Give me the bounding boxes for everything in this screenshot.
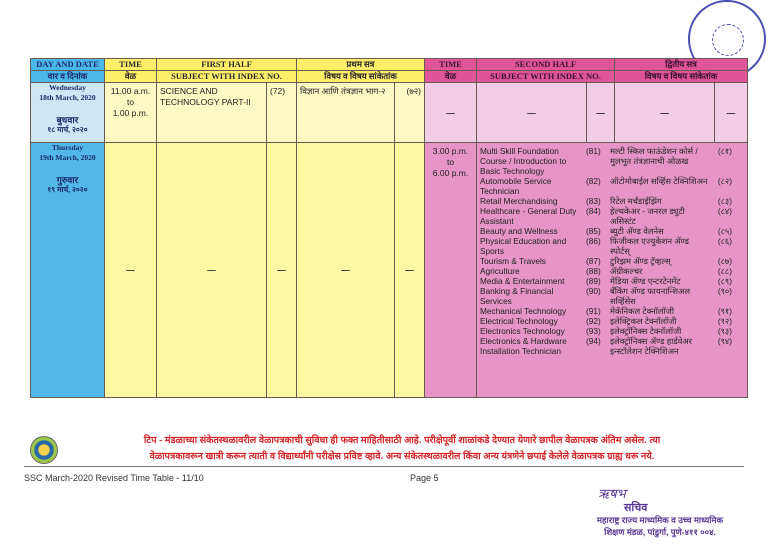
header-subject-en: SUBJECT WITH INDEX NO. — [157, 71, 297, 83]
subject-index: (84) — [586, 206, 601, 216]
subject-mr: मेडिया ॲण्ड एन्टरटेनमेंट — [610, 276, 681, 286]
subject-item — [480, 256, 744, 266]
subject-index: (93) — [586, 326, 601, 336]
subject-mr: मेकॅनिकल टेक्नॉलॉजी — [610, 306, 674, 316]
subject-index: (81) — [586, 146, 601, 156]
header-day-date-en: DAY AND DATE — [31, 59, 105, 71]
subject-index: (91) — [586, 306, 601, 316]
day-mr: बुधवार — [56, 115, 79, 125]
subject-item — [480, 226, 744, 236]
header-second-half-mr: द्वितीय सत्र — [615, 59, 748, 71]
subject-item — [480, 326, 744, 336]
subject-index-mr: (९३) — [717, 326, 733, 336]
header-time-en: TIME — [105, 59, 157, 71]
subject-mr: ऑटोमोबाईल सर्व्हिस टेक्निशिअन — [610, 176, 708, 186]
subject-mr: फिजीकल एज्युकेशन ॲण्ड स्पोर्टस् — [610, 236, 689, 256]
subject-en: Physical Education and Sports — [480, 236, 567, 256]
subject-item — [480, 176, 744, 196]
subject-item — [480, 206, 744, 226]
subject-index-mr: (९२) — [717, 316, 733, 326]
subject-mr: मल्टी स्किल फाऊंडेशन कोर्स / मुलभूत तंत्रज्ञानाची ओळख — [610, 146, 698, 166]
table-row — [31, 143, 748, 398]
subject-item — [480, 266, 744, 276]
subject-mr: ब्युटी ॲण्ड वेलनेस — [610, 226, 664, 236]
subject-mr: इलेक्ट्रॉनिक्स टेक्नॉलॉजी — [610, 326, 682, 336]
time-start: 3.00 p.m. — [432, 146, 469, 156]
time-end: 6.00 p.m. — [432, 168, 469, 178]
time-to: to — [126, 97, 135, 107]
subject-index: (92) — [586, 316, 601, 326]
day-date-cell — [31, 143, 105, 398]
subject-item — [480, 276, 744, 286]
subject-index: (72) — [267, 83, 297, 143]
subject-mr: रिटेल मर्चंडाईझिंग — [610, 196, 662, 206]
subject-item — [480, 336, 744, 356]
subject-en: Electrical Technology — [480, 316, 558, 326]
subject-en: Beauty and Wellness — [480, 226, 558, 236]
board-logo — [30, 436, 58, 464]
time-cell — [105, 83, 157, 143]
subject-index: (85) — [586, 226, 601, 236]
dash: — — [395, 143, 425, 398]
subject-item — [480, 196, 744, 206]
subject-item — [480, 306, 744, 316]
subject-index: (82) — [586, 176, 601, 186]
subject-en: Healthcare - General Duty Assistant — [480, 206, 577, 226]
date-mr: १९ मार्च, २०२० — [47, 185, 88, 194]
time-cell — [425, 143, 477, 398]
second-half-time-empty: — — [425, 83, 477, 143]
signature: ऋषभ — [598, 487, 626, 502]
subject-index-mr: (९४) — [717, 336, 733, 346]
dash: — — [615, 83, 715, 143]
subject-mr: टुरिझम ॲण्ड ट्रॅव्हल्स् — [610, 256, 671, 266]
organization — [585, 514, 735, 538]
subject-index-mr: (९१) — [717, 306, 733, 316]
subject-en: Electronics Technology — [480, 326, 565, 336]
subject-en: Agriculture — [480, 266, 520, 276]
time-to: to — [446, 157, 455, 167]
subject-index: (86) — [586, 236, 601, 246]
subject-index-mr: (८२) — [717, 176, 733, 186]
subject-index-mr: (८५) — [717, 226, 733, 236]
subject-en: Electronics & Hardware Installation Technician — [480, 336, 567, 356]
notice-line-1: टिप - मंडळाच्या संकेतस्थळावरील वेळापत्रकाची सुविधा ही फक्त माहितीसाठी आहे. परीक्षेपूर्वी शाळांकडे देण्यात येणारे छापील वेळापत्रक अंतिम असेल. त्या — [143, 435, 661, 446]
day-en: Wednesday — [49, 83, 86, 92]
subject-index: (83) — [586, 196, 601, 206]
header-subject-mr: विषय व विषय सांकेतांक — [297, 71, 425, 83]
subject-index: (88) — [586, 266, 601, 276]
subject-item — [480, 236, 744, 256]
subject-index-mr: (८६) — [717, 236, 733, 246]
divider — [24, 466, 744, 467]
subject-mr: इलेक्ट्रिकल टेक्नॉलॉजी — [610, 316, 677, 326]
subject-index-mr: (८३) — [717, 196, 733, 206]
subject-en: SCIENCE AND TECHNOLOGY PART-II — [157, 83, 267, 143]
subject-en: Multi Skill Foundation Course / Introduction to Basic Technology — [480, 146, 567, 176]
header-time-mr: वेळ — [105, 71, 157, 83]
subject-index-mr: (८७) — [717, 256, 733, 266]
notice — [72, 433, 732, 465]
day-date-cell — [31, 83, 105, 143]
subject-mr: हेल्थकेअर - जनरल ड्युटी असिस्टंट — [610, 206, 685, 226]
date-mr: १८ मार्च, २०२० — [47, 125, 88, 134]
table-row — [31, 83, 748, 143]
header-subject-mr-2: विषय व विषय सांकेतांक — [615, 71, 748, 83]
subject-en: Mechanical Technology — [480, 306, 567, 316]
subject-en: Media & Entertainment — [480, 276, 565, 286]
day-en: Thursday — [51, 143, 84, 152]
header-time-mr-2: वेळ — [425, 71, 477, 83]
header-day-date-mr: वार व दिनांक — [31, 71, 105, 83]
subject-index: (90) — [586, 286, 601, 296]
subject-en: Banking & Financial Services — [480, 286, 554, 306]
subject-mr: ॲग्रीकल्चर — [610, 266, 643, 276]
time-end: 1.00 p.m. — [112, 108, 149, 118]
subject-index-mr: (८४) — [717, 206, 733, 216]
subject-index-mr: (८१) — [717, 146, 733, 156]
dash: — — [267, 143, 297, 398]
subject-item — [480, 316, 744, 326]
org-line-2: शिक्षण मंडळ, पांडुर्गा, पुणे-४११ ००४. — [604, 527, 716, 537]
subject-en: Tourism & Travels — [480, 256, 546, 266]
subject-index: (89) — [586, 276, 601, 286]
header-second-half-en: SECOND HALF — [477, 59, 615, 71]
header-time-en-2: TIME — [425, 59, 477, 71]
subject-mr: विज्ञान आणि तंत्रज्ञान भाग-२ — [297, 83, 395, 143]
subject-index-mr: (७२) — [395, 83, 425, 143]
subject-index-mr: (८८) — [717, 266, 733, 276]
dash: — — [587, 83, 615, 143]
subject-list — [477, 143, 748, 398]
date-en: 19th March, 2020 — [39, 153, 96, 162]
page-number: Page 5 — [410, 473, 439, 483]
notice-line-2: वेळापत्रकावरून खात्री करून त्याती व विद्यार्थ्यांनी परीक्षेस प्रविष्ट व्हावे. अन्य संकेतस्थळावरील किंवा अन्य यंत्रणेने छपाई केलेले वेळापत्रक ग्राह्य धरू नये. — [149, 451, 655, 462]
subject-mr: इलेक्ट्रॉनिक्स ॲण्ड हार्डवेअर इन्स्टॉलेशन टेक्निशिअन — [610, 336, 693, 356]
document-title: SSC March-2020 Revised Time Table - 11/10 — [24, 473, 204, 483]
subject-en: Retail Merchandising — [480, 196, 558, 206]
subject-item — [480, 146, 744, 176]
dash: — — [157, 143, 267, 398]
dash: — — [297, 143, 395, 398]
dash: — — [715, 83, 748, 143]
subject-mr: बँकिंग ॲण्ड फायनान्शिअल सर्व्हिसेस — [610, 286, 690, 306]
day-mr: गुरुवार — [56, 175, 79, 185]
subject-index-mr: (९०) — [717, 286, 733, 296]
header-subject-en-2: SUBJECT WITH INDEX NO. — [477, 71, 615, 83]
subject-index: (94) — [586, 336, 601, 346]
subject-en: Automobile Service Technician — [480, 176, 552, 196]
subject-index: (87) — [586, 256, 601, 266]
signatory-title: सचिव — [624, 502, 648, 514]
header-first-half-en: FIRST HALF — [157, 59, 297, 71]
org-line-1: महाराष्ट्र राज्य माध्यमिक व उच्च माध्यमिक — [596, 515, 724, 525]
header-first-half-mr: प्रथम सत्र — [297, 59, 425, 71]
subject-item — [480, 286, 744, 306]
dash: — — [477, 83, 587, 143]
date-en: 18th March, 2020 — [39, 93, 96, 102]
time-start: 11.00 a.m. — [110, 86, 151, 96]
timetable — [30, 58, 748, 398]
first-half-time-empty: — — [105, 143, 157, 398]
subject-index-mr: (८९) — [717, 276, 733, 286]
